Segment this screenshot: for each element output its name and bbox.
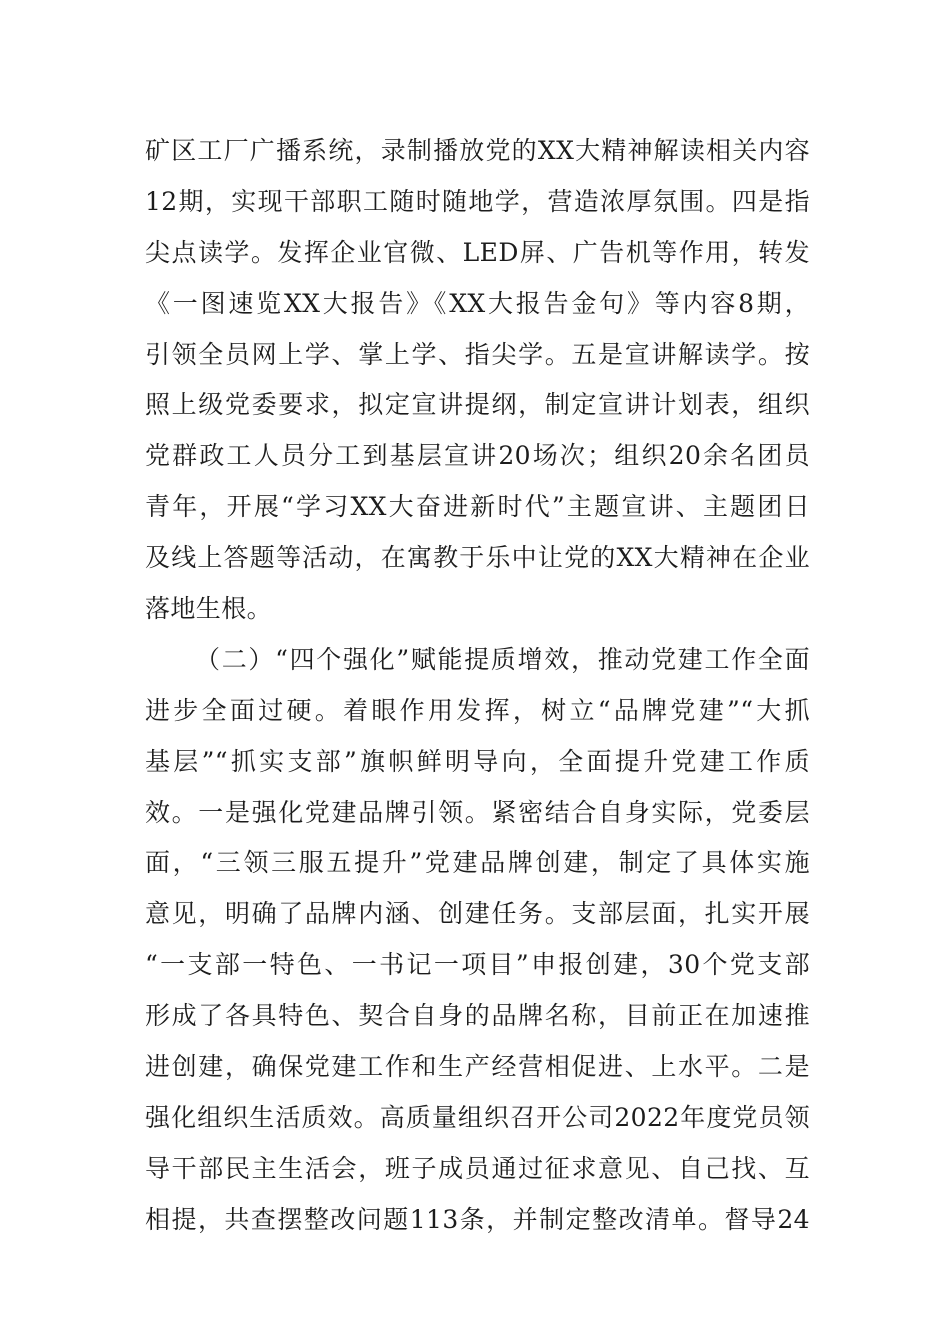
text-line: 尖点读学。发挥企业官微、LED屏、广告机等作用，转发	[145, 237, 810, 267]
text-line: 及线上答题等活动，在寓教于乐中让党的XX大精神在企业	[145, 543, 810, 573]
text-line: 引领全员网上学、掌上学、指尖学。五是宣讲解读学。按	[145, 339, 810, 369]
text-line: 面，“三领三服五提升”党建品牌创建，制定了具体实施	[145, 848, 810, 878]
text-line: “一支部一特色、一书记一项目”申报创建，30个党支部	[145, 950, 810, 980]
text-line: 党群政工人员分工到基层宣讲20场次；组织20余名团员	[145, 441, 810, 471]
text-line: 强化组织生活质效。高质量组织召开公司2022年度党员领	[145, 1102, 810, 1132]
text-line: 意见，明确了品牌内涵、创建任务。支部层面，扎实开展	[145, 899, 810, 929]
text-line: 效。一是强化党建品牌引领。紧密结合自身实际，党委层	[145, 797, 810, 827]
text-line: 相提，共查摆整改问题113条，并制定整改清单。督导24	[145, 1204, 810, 1234]
text-line: 照上级党委要求，拟定宣讲提纲，制定宣讲计划表，组织	[145, 390, 810, 420]
text-line: 基层”“抓实支部”旗帜鲜明导向，全面提升党建工作质	[145, 746, 810, 776]
text-line: 《一图速览XX大报告》《XX大报告金句》等内容8期，	[145, 288, 810, 318]
body-text	[145, 126, 810, 1246]
text-line: 矿区工厂广播系统，录制播放党的XX大精神解读相关内容	[145, 136, 810, 165]
text-line: 导干部民主生活会，班子成员通过征求意见、自己找、互	[145, 1153, 810, 1183]
text-line: 进创建，确保党建工作和生产经营相促进、上水平。二是	[145, 1052, 810, 1082]
text-line: 青年，开展“学习XX大奋进新时代”主题宣讲、主题团日	[145, 492, 810, 522]
section-heading-line: （二）“四个强化”赋能提质增效，推动党建工作全面	[195, 644, 810, 674]
text-line: 形成了各具特色、契合自身的品牌名称，目前正在加速推	[145, 1001, 810, 1031]
text-line: 落地生根。	[145, 594, 273, 624]
text-line: 进步全面过硬。着眼作用发挥，树立“品牌党建”“大抓	[145, 695, 810, 725]
text-line: 12期，实现干部职工随时随地学，营造浓厚氛围。四是指	[145, 186, 810, 216]
